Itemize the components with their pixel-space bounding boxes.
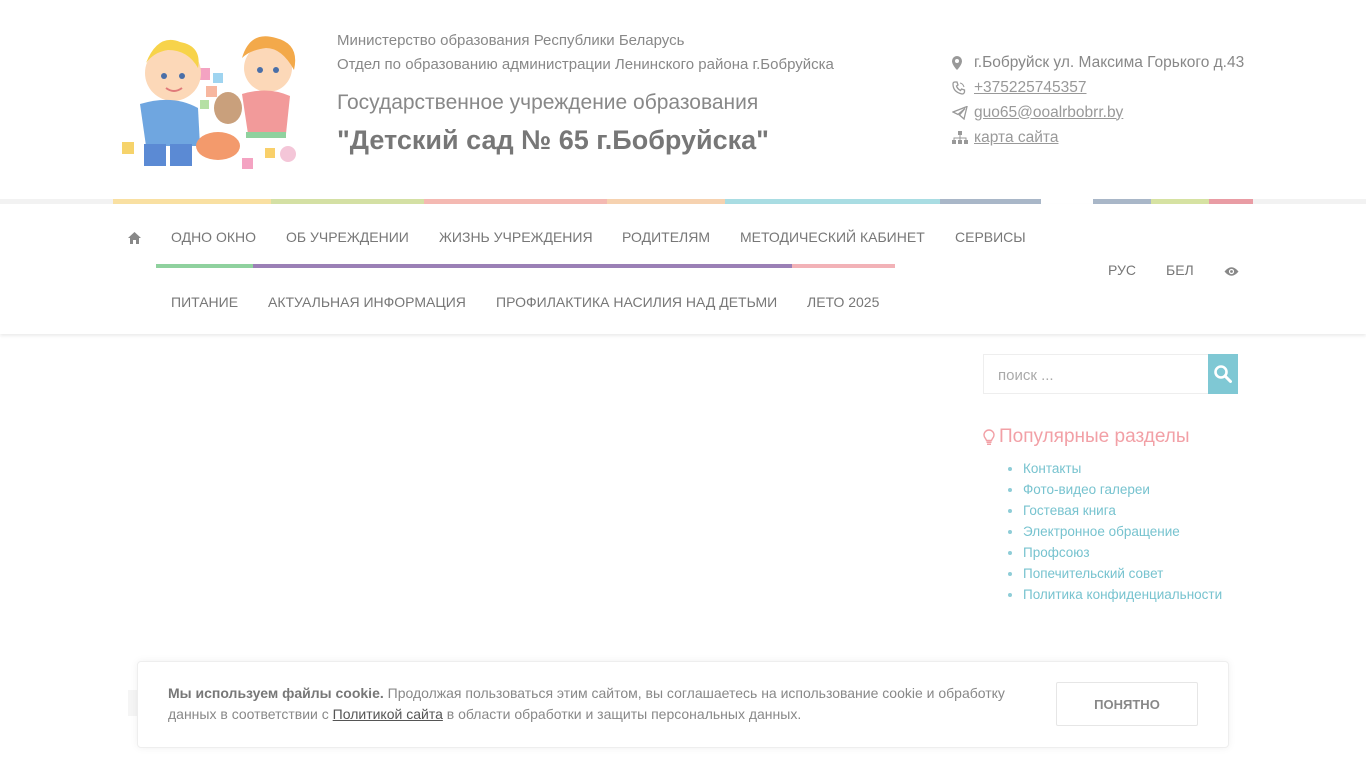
- institution-type: Государственное учреждение образования: [337, 91, 759, 114]
- popular-sections-title: Популярные разделы: [999, 426, 1190, 447]
- map-marker-icon: [952, 56, 974, 70]
- list-item[interactable]: [1023, 461, 1222, 482]
- search-icon: [1214, 365, 1232, 383]
- popular-link-privacy[interactable]: Политика конфиденциальности: [1023, 587, 1223, 602]
- search-button[interactable]: [1208, 354, 1238, 394]
- nav-item-life[interactable]: ЖИЗНЬ УЧРЕЖДЕНИЯ: [439, 229, 593, 245]
- list-item[interactable]: [1023, 524, 1222, 545]
- nav-underline: [253, 264, 792, 268]
- cookie-message: [168, 683, 1028, 725]
- site-header: [0, 0, 1366, 200]
- email-link[interactable]: guo65@ooalrbobrr.by: [974, 103, 1124, 121]
- paper-plane-icon: [952, 106, 974, 120]
- home-icon[interactable]: [128, 231, 141, 249]
- nav-item-news[interactable]: АКТУАЛЬНАЯ ИНФОРМАЦИЯ: [268, 294, 466, 310]
- cookie-text-part2: в области обработки и защиты персональных данных.: [446, 706, 802, 722]
- contacts-block: [952, 50, 1244, 150]
- sitemap-link[interactable]: карта сайта: [974, 128, 1059, 146]
- ministry-name: Министерство образования Республики Беларусь: [337, 32, 685, 49]
- popular-sections-heading: [983, 426, 1190, 448]
- list-item[interactable]: [1023, 545, 1222, 566]
- nav-item-parents[interactable]: РОДИТЕЛЯМ: [622, 229, 711, 245]
- list-item[interactable]: [1023, 587, 1222, 608]
- nav-item-nutrition[interactable]: ПИТАНИЕ: [171, 294, 239, 310]
- popular-link-union[interactable]: Профсоюз: [1023, 545, 1090, 560]
- eye-icon[interactable]: [1224, 264, 1239, 282]
- list-item[interactable]: [1023, 566, 1222, 587]
- children-playing-logo[interactable]: [118, 28, 304, 176]
- cookie-banner: [137, 661, 1229, 748]
- phone-row: [952, 75, 1244, 100]
- lightbulb-icon: [983, 429, 995, 446]
- popular-link-contacts[interactable]: Контакты: [1023, 461, 1082, 476]
- privacy-policy-link[interactable]: Политикой сайта: [332, 706, 443, 722]
- popular-sections-list: [1005, 461, 1222, 608]
- lang-be-button[interactable]: БЕЛ: [1166, 262, 1194, 278]
- nav-item-about[interactable]: ОБ УЧРЕЖДЕНИИ: [286, 229, 409, 245]
- kindergarten-name[interactable]: "Детский сад № 65 г.Бобруйска": [337, 125, 769, 155]
- popular-link-board[interactable]: Попечительский совет: [1023, 566, 1164, 581]
- address-row: [952, 50, 1244, 75]
- nav-underline: [792, 264, 895, 268]
- nav-item-services[interactable]: СЕРВИСЫ: [955, 229, 1026, 245]
- search-input[interactable]: поиск ...: [983, 354, 1208, 394]
- main-navigation: [0, 204, 1366, 334]
- popular-link-appeal[interactable]: Электронное обращение: [1023, 524, 1180, 539]
- cookie-text-part1: Продолжая пользоваться этим сайтом, вы соглашаетесь на использование cookie и обработку данных в соответствии с: [168, 685, 1005, 722]
- email-row: [952, 100, 1244, 125]
- sitemap-icon: [952, 131, 974, 144]
- phone-icon: [952, 81, 974, 95]
- phone-link[interactable]: +375225745357: [974, 78, 1087, 96]
- nav-item-methodical[interactable]: МЕТОДИЧЕСКИЙ КАБИНЕТ: [740, 229, 925, 245]
- list-item[interactable]: [1023, 482, 1222, 503]
- cookie-bold-text: Мы используем файлы cookie.: [168, 685, 384, 701]
- cookie-accept-button[interactable]: ПОНЯТНО: [1056, 682, 1198, 726]
- nav-item-summer[interactable]: ЛЕТО 2025: [807, 294, 880, 310]
- popular-link-galleries[interactable]: Фото-видео галереи: [1023, 482, 1150, 497]
- popular-link-guestbook[interactable]: Гостевая книга: [1023, 503, 1116, 518]
- sitemap-row: [952, 125, 1244, 150]
- nav-item-one-window[interactable]: ОДНО ОКНО: [171, 229, 256, 245]
- nav-item-violence-prevention[interactable]: ПРОФИЛАКТИКА НАСИЛИЯ НАД ДЕТЬМИ: [496, 294, 778, 310]
- department-name: Отдел по образованию администрации Ленинского района г.Бобруйска: [337, 56, 834, 73]
- lang-ru-button[interactable]: РУС: [1108, 262, 1137, 278]
- nav-underline: [156, 264, 253, 268]
- list-item[interactable]: [1023, 503, 1222, 524]
- address-text: г.Бобруйск ул. Максима Горького д.43: [974, 53, 1245, 71]
